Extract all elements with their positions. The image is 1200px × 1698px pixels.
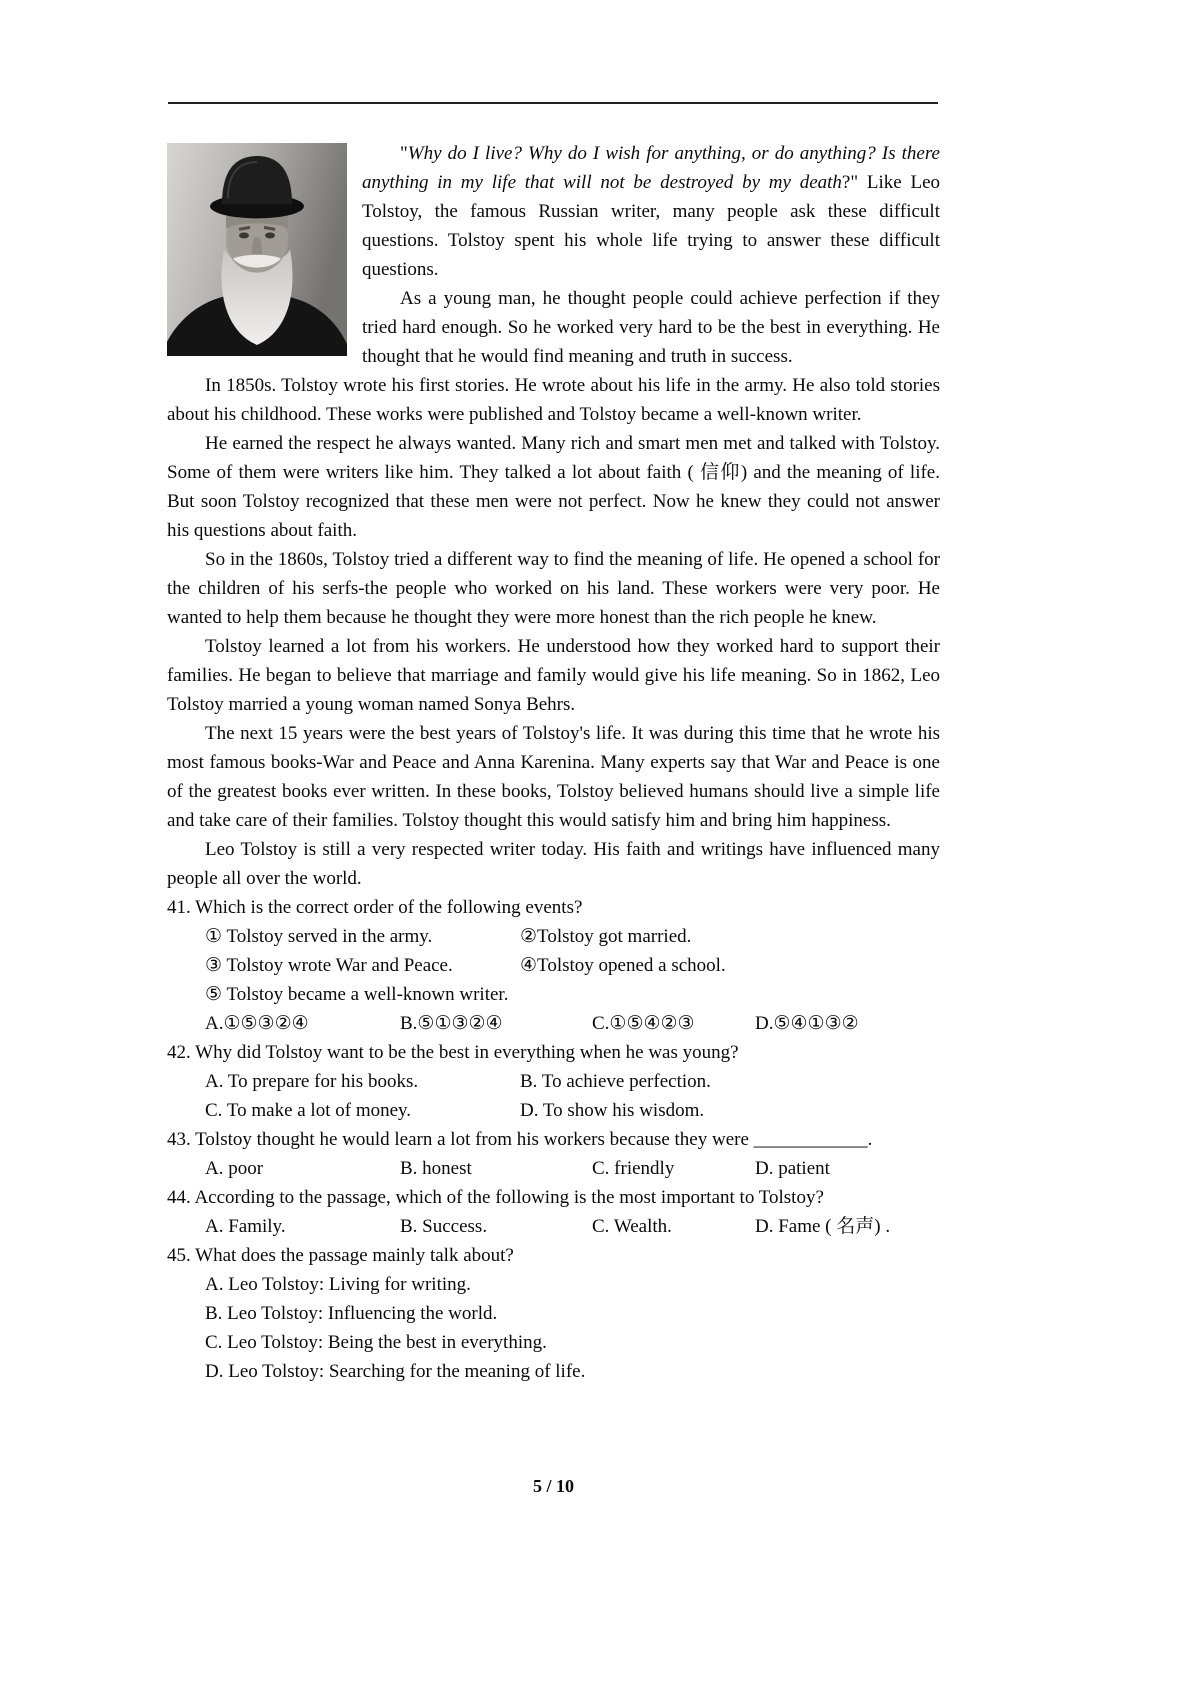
quote-italic-text: Why do I live? Why do I wish for anything, or do anything? Is there anything in my life that will not be destroyed by my death [362,143,940,193]
question-42-options-row-1 [167,1067,940,1096]
option-c: C. Wealth. [592,1216,672,1237]
question-43-stem: 43. Tolstoy thought he would learn a lot from his workers because they were ____________. [167,1129,873,1150]
question-43-options [167,1154,940,1183]
option-c: C.①⑤④②③ [592,1013,695,1034]
questions-section [167,893,940,1386]
question-41-events-row-1 [167,922,940,951]
option-d: D. Leo Tolstoy: Searching for the meaning of life. [205,1361,586,1382]
option-b: B.⑤①③②④ [400,1013,503,1034]
page-number: 5 / 10 [532,1476,574,1496]
header-rule [168,102,938,104]
option-b: B. honest [400,1158,472,1179]
passage-paragraph-4: He earned the respect he always wanted. Many rich and smart men met and talked with Tolstoy. Some of them were writers like him. They talked a lot about faith ( 信仰) and the meaning of life. But soon Tolstoy recognized that these men were not perfect. Now he knew they could not answer his questions about faith. [167,433,940,541]
tolstoy-portrait-image [167,143,347,356]
option-a: A. Family. [205,1216,286,1237]
question-42-stem: 42. Why did Tolstoy want to be the best in everything when he was young? [167,1042,739,1063]
question-44 [167,1183,940,1241]
option-a: A. poor [205,1158,264,1179]
event-item-3: ③ Tolstoy wrote War and Peace. [205,955,453,976]
question-41-events-row-3 [167,980,940,1009]
option-c: C. To make a lot of money. [205,1100,412,1121]
quote-open-mark: " [400,143,408,164]
question-45-stem: 45. What does the passage mainly talk about? [167,1245,514,1266]
option-a: A.①⑤③②④ [205,1013,309,1034]
passage-paragraph-6: Tolstoy learned a lot from his workers. He understood how they worked hard to support their families. He began to believe that marriage and family would give his life meaning. So in 1862, Leo Tolstoy married a young woman named Sonya Behrs. [167,636,940,715]
question-41-stem: 41. Which is the correct order of the following events? [167,897,583,918]
question-41-options [167,1009,940,1038]
question-44-stem: 44. According to the passage, which of the following is the most important to Tolstoy? [167,1187,824,1208]
question-42 [167,1038,940,1125]
option-d: D. patient [755,1158,830,1179]
option-a: A. Leo Tolstoy: Living for writing. [205,1274,471,1295]
option-b: B. Leo Tolstoy: Influencing the world. [205,1303,498,1324]
passage-paragraph-2: As a young man, he thought people could achieve perfection if they tried hard enough. So he worked very hard to be the best in everything. He thought that he would find meaning and truth in success. [362,288,940,367]
question-43 [167,1125,940,1183]
option-b: B. Success. [400,1216,488,1237]
option-a: A. To prepare for his books. [205,1071,419,1092]
question-45 [167,1241,940,1386]
question-41 [167,893,940,1038]
event-item-4: ④Tolstoy opened a school. [520,955,726,976]
option-c: C. Leo Tolstoy: Being the best in everything. [205,1332,547,1353]
option-d: D.⑤④①③② [755,1013,859,1034]
event-item-2: ②Tolstoy got married. [520,926,692,947]
passage-paragraph-3: In 1850s. Tolstoy wrote his first stories. He wrote about his life in the army. He also told stories about his childhood. These works were published and Tolstoy became a well-known writer. [167,375,940,425]
event-item-1: ① Tolstoy served in the army. [205,926,433,947]
question-42-options-row-2 [167,1096,940,1125]
passage-paragraph-5: So in the 1860s, Tolstoy tried a different way to find the meaning of life. He opened a school for the children of his serfs-the people who worked on his land. These workers were very poor. He wanted to help them because he thought they were more honest than the rich people he knew. [167,549,940,628]
option-b: B. To achieve perfection. [520,1071,711,1092]
option-d: D. To show his wisdom. [520,1100,705,1121]
event-item-5: ⑤ Tolstoy became a well-known writer. [205,984,509,1005]
passage-paragraph-8: Leo Tolstoy is still a very respected writer today. His faith and writings have influenced many people all over the world. [167,839,940,889]
paragraph-1-rest: ?" Like Leo Tolstoy, the famous Russian writer, many people ask these difficult questions. Tolstoy spent his whole life trying to answer these difficult questions. [362,172,941,280]
portrait-graphic [167,143,347,356]
question-41-events-row-2 [167,951,940,980]
page-content [167,139,940,1386]
question-44-options [167,1212,940,1241]
option-d: D. Fame ( 名声) . [755,1216,891,1237]
option-c: C. friendly [592,1158,675,1179]
passage-paragraph-7: The next 15 years were the best years of Tolstoy's life. It was during this time that he wrote his most famous books-War and Peace and Anna Karenina. Many experts say that War and Peace is one of the greatest books ever written. In these books, Tolstoy believed humans should live a simple life and take care of their families. Tolstoy thought this would satisfy him and bring him happiness. [167,723,940,831]
